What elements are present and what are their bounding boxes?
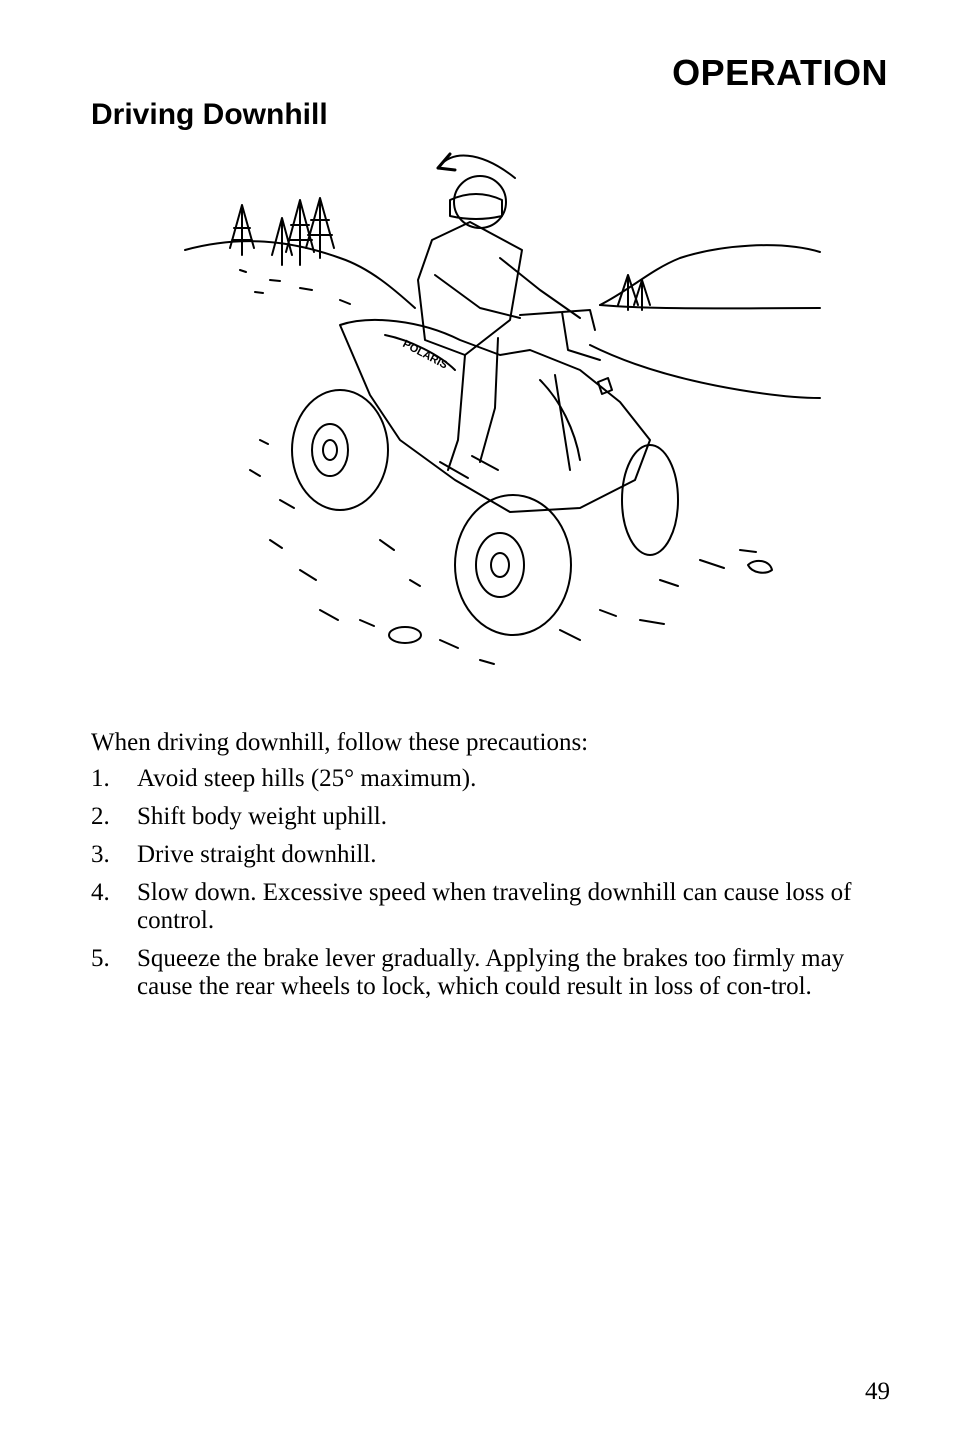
trees bbox=[230, 198, 650, 310]
list-item bbox=[91, 945, 891, 1001]
list-item bbox=[91, 803, 891, 831]
list-item-number: 3. bbox=[91, 841, 110, 868]
list-item-text: Avoid steep hills (25° maximum). bbox=[137, 765, 477, 792]
list-item bbox=[91, 765, 891, 793]
atv-downhill-illustration bbox=[180, 140, 830, 670]
section-title: OPERATION bbox=[672, 52, 888, 93]
list-item-text: Slow down. Excessive speed when traveling downhill can cause loss of control. bbox=[137, 879, 852, 934]
list-item-number: 2. bbox=[91, 803, 110, 830]
background-hills bbox=[185, 241, 820, 398]
list-item-number: 4. bbox=[91, 879, 110, 906]
atv-rear-wheel bbox=[622, 445, 678, 555]
atv-brand-text: POLARIS bbox=[400, 338, 450, 372]
list-item bbox=[91, 841, 891, 869]
intro-text: When driving downhill, follow these precautions: bbox=[91, 729, 589, 756]
list-item-text: Shift body weight uphill. bbox=[137, 803, 387, 830]
rider bbox=[418, 176, 580, 478]
precautions-list bbox=[91, 765, 891, 1011]
list-item bbox=[91, 879, 891, 935]
list-item-text: Squeeze the brake lever gradually. Applying the brakes too firmly may cause the rear wheels to lock, which could result in loss of con-trol. bbox=[137, 945, 845, 1000]
page-number: 49 bbox=[865, 1378, 890, 1405]
ground-debris bbox=[250, 440, 772, 664]
rotation-arrow-icon bbox=[438, 156, 515, 178]
list-item-text: Drive straight downhill. bbox=[137, 841, 377, 868]
list-item-number: 1. bbox=[91, 765, 110, 792]
atv-front-left-wheel bbox=[292, 390, 388, 510]
page-heading: Driving Downhill bbox=[91, 98, 328, 131]
list-item-number: 5. bbox=[91, 945, 110, 972]
atv-front-right-wheel bbox=[455, 495, 571, 635]
